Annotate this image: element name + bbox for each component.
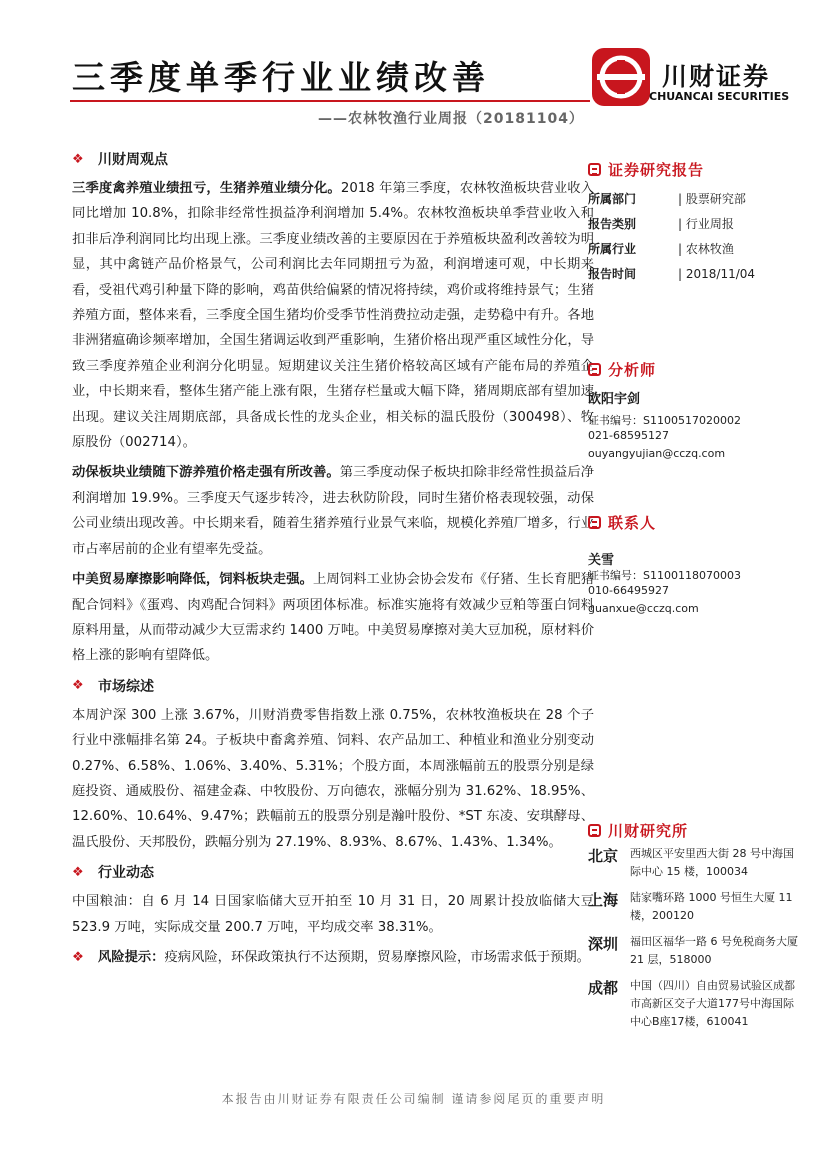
title-divider — [70, 100, 590, 102]
section-marker-icon — [588, 363, 601, 376]
paragraph-animal-health — [72, 460, 594, 562]
sidebar-heading-text: 川财研究所 — [608, 821, 689, 840]
section-heading-market — [72, 675, 594, 697]
main-content — [72, 148, 594, 970]
sidebar-heading-text: 分析师 — [608, 360, 657, 379]
section-marker-icon — [588, 516, 601, 529]
office-shenzhen — [588, 933, 803, 969]
office-address: 西城区平安里西大街 28 号中海国际中心 15 楼，100034 — [630, 847, 794, 878]
office-city: 上海 — [588, 891, 619, 909]
risk-text-block — [98, 945, 590, 970]
paragraph-livestock — [72, 176, 594, 455]
logo-english-name: CHUANCAI SECURITIES — [649, 90, 790, 103]
contact-name: 关雪 — [588, 553, 615, 568]
info-value: | 2018/11/04 — [678, 266, 756, 281]
section-title: 川财周观点 — [98, 152, 168, 168]
sidebar-heading-contact — [588, 511, 803, 533]
paragraph-lead: 三季度禽养殖业绩扭亏，生猪养殖业绩分化。 — [72, 181, 341, 196]
sidebar-report-info — [588, 158, 803, 286]
diamond-bullet-icon: ❖ — [72, 151, 84, 167]
sidebar-heading-report — [588, 158, 803, 180]
contact-email[interactable]: guanxue@cczq.com — [588, 602, 699, 615]
paragraph-body: 上周饲料工业协会协会发布《仔猪、生长育肥猪配合饲料》《蛋鸡、肉鸡配合饲料》两项团体标准。标准实施将有效减少豆粕等蛋白饲料原料用量，从而带动减少大豆需求约 1400 万吨。中美贸易摩擦对美大豆加税，原材料价格上涨的影响有望降低。 — [72, 572, 595, 664]
office-city: 成都 — [588, 979, 619, 997]
office-address: 福田区福华一路 6 号免税商务大厦 21 层，518000 — [630, 935, 798, 966]
office-beijing — [588, 845, 803, 881]
analyst-email[interactable]: ouyangyujian@cczq.com — [588, 447, 726, 460]
section-heading-industry — [72, 861, 594, 883]
info-key: 所属部门 — [588, 192, 637, 206]
section-title: 行业动态 — [98, 865, 154, 882]
paragraph-industry: 中国粮油：自 6 月 14 日国家临储大豆开拍至 10 月 31 日，20 周累计投放临储大豆 523.9 万吨，实际成交量 200.7 万吨，平均成交率 38.31%。 — [72, 894, 594, 935]
section-title: 市场综述 — [98, 678, 154, 695]
sidebar-contact — [588, 511, 803, 616]
paragraph-body: 2018 年第三季度，农林牧渔板块营业收入同比增加 10.8%，扣除非经常性损益净利润增加 5.4%。农林牧渔板块单季营业收入和扣非后净利润同比均出现上涨。三季度业绩改善的主要原因在于养殖板块盈利改善较为明显，其中禽链产品价格景气，公司利润比去年同期扭亏为盈，利润增速可观，中长期来看，受祖代鸡引种量下降的影响，鸡苗供给偏紧的情况将持续，鸡价或将维持景气；生猪养殖方面，整体来看，三季度全国生猪均价受季节性消费拉动走强，走势稳中有升。各地非洲猪瘟确诊频率增加，全国生猪调运收到严重影响，生猪价格出现严重区域性分化，导致三季度养殖企业利润分化明显。短期建议关注生猪价格较高区域有产能布局的养殖企业，中长期来看，整体生猪产能上涨有限，生猪存栏量或大幅下降，猪周期底部有望加速出现。建议关注周期底部，具备成长性的龙头企业，相关标的温氏股份（300498）、牧原股份（002714）。 — [72, 181, 595, 451]
sidebar-heading-text: 联系人 — [608, 513, 657, 532]
paragraph-feed — [72, 567, 594, 669]
risk-warning — [72, 945, 594, 970]
logo-chinese-name: 川财证券 — [662, 62, 771, 91]
risk-label: 风险提示： — [98, 949, 165, 965]
contact-cert: 证书编号：S1100118070003 — [588, 569, 741, 582]
info-value: | 股票研究部 — [678, 192, 746, 206]
sidebar-heading-institute — [588, 819, 803, 841]
report-title: 三季度单季行业业绩改善 — [72, 58, 490, 97]
info-key: 报告类别 — [588, 217, 637, 231]
page-footer-disclaimer: 本报告由川财证券有限责任公司编制 谨请参阅尾页的重要声明 — [221, 1092, 606, 1106]
sidebar-heading-text: 证券研究报告 — [608, 160, 705, 179]
risk-text: 疫病风险，环保政策执行不达预期，贸易摩擦风险，市场需求低于预期。 — [164, 949, 590, 965]
office-shanghai — [588, 889, 803, 925]
office-city: 深圳 — [588, 935, 619, 953]
paragraph-market: 本周沪深 300 上涨 3.67%，川财消费零售指数上涨 0.75%，农林牧渔板块在 28 个子行业中涨幅排名第 24。子板块中畜禽养殖、饲料、农产品加工、种植业和渔业分别变动 0.27%、6.58%、1.06%、3.40%、5.31%；个股方面，本周涨幅前五的股票分别是绿庭投资、通威股份、福建金森、中牧股份、万向德农，涨幅分别为 31.62%、18.95%、12.60%、10.64%、9.47%；跌幅前五的股票分别是瀚叶股份、*ST 东凌、安琪酵母、温氏股份、天邦股份，跌幅分别为 27.19%、8.93%、8.67%、1.43%、1.34%。 — [72, 707, 594, 850]
analyst-name: 欧阳宇剑 — [588, 392, 641, 407]
office-chengdu — [588, 977, 803, 1031]
info-row-department — [588, 186, 803, 211]
info-row-category — [588, 211, 803, 236]
chuancai-logo-icon — [591, 47, 651, 107]
sidebar-analyst — [588, 358, 803, 461]
info-value: | 农林牧渔 — [678, 242, 734, 256]
info-value: | 行业周报 — [678, 217, 734, 231]
paragraph-lead: 动保板块业绩随下游养殖价格走强有所改善。 — [72, 465, 340, 481]
contact-phone: 010-66495927 — [588, 584, 669, 597]
section-marker-icon — [588, 824, 601, 837]
office-address: 中国（四川）自由贸易试验区成都市高新区交子大道177号中海国际中心B座17楼，610041 — [630, 979, 795, 1028]
analyst-phone: 021-68595127 — [588, 429, 669, 442]
office-city: 北京 — [588, 847, 619, 865]
diamond-bullet-icon: ❖ — [72, 949, 84, 965]
info-row-industry — [588, 236, 803, 261]
report-subtitle: ——农林牧渔行业周报（20181104） — [318, 111, 584, 127]
sidebar-heading-analyst — [588, 358, 803, 380]
diamond-bullet-icon: ❖ — [72, 864, 84, 880]
office-address: 陆家嘴环路 1000 号恒生大厦 11 楼，200120 — [630, 891, 793, 922]
sidebar-institute — [588, 819, 803, 1039]
section-marker-icon — [588, 163, 601, 176]
info-key: 报告时间 — [588, 267, 637, 281]
info-key: 所属行业 — [588, 242, 637, 256]
diamond-bullet-icon: ❖ — [72, 678, 84, 694]
paragraph-lead: 中美贸易摩擦影响降低，饲料板块走强。 — [72, 572, 313, 588]
paragraph-body: 第三季度动保子板块扣除非经常性损益后净利润增加 19.9%。三季度天气逐步转冷，进去秋防阶段，同时生猪价格表现较强，动保公司业绩出现改善。中长期来看，随着生猪养殖行业景气来临，规模化养殖厂增多，行业市占率居前的企业有望率先受益。 — [72, 465, 595, 557]
section-heading-view — [72, 148, 594, 170]
info-row-date — [588, 261, 803, 286]
analyst-cert: 证书编号：S1100517020002 — [588, 414, 741, 427]
